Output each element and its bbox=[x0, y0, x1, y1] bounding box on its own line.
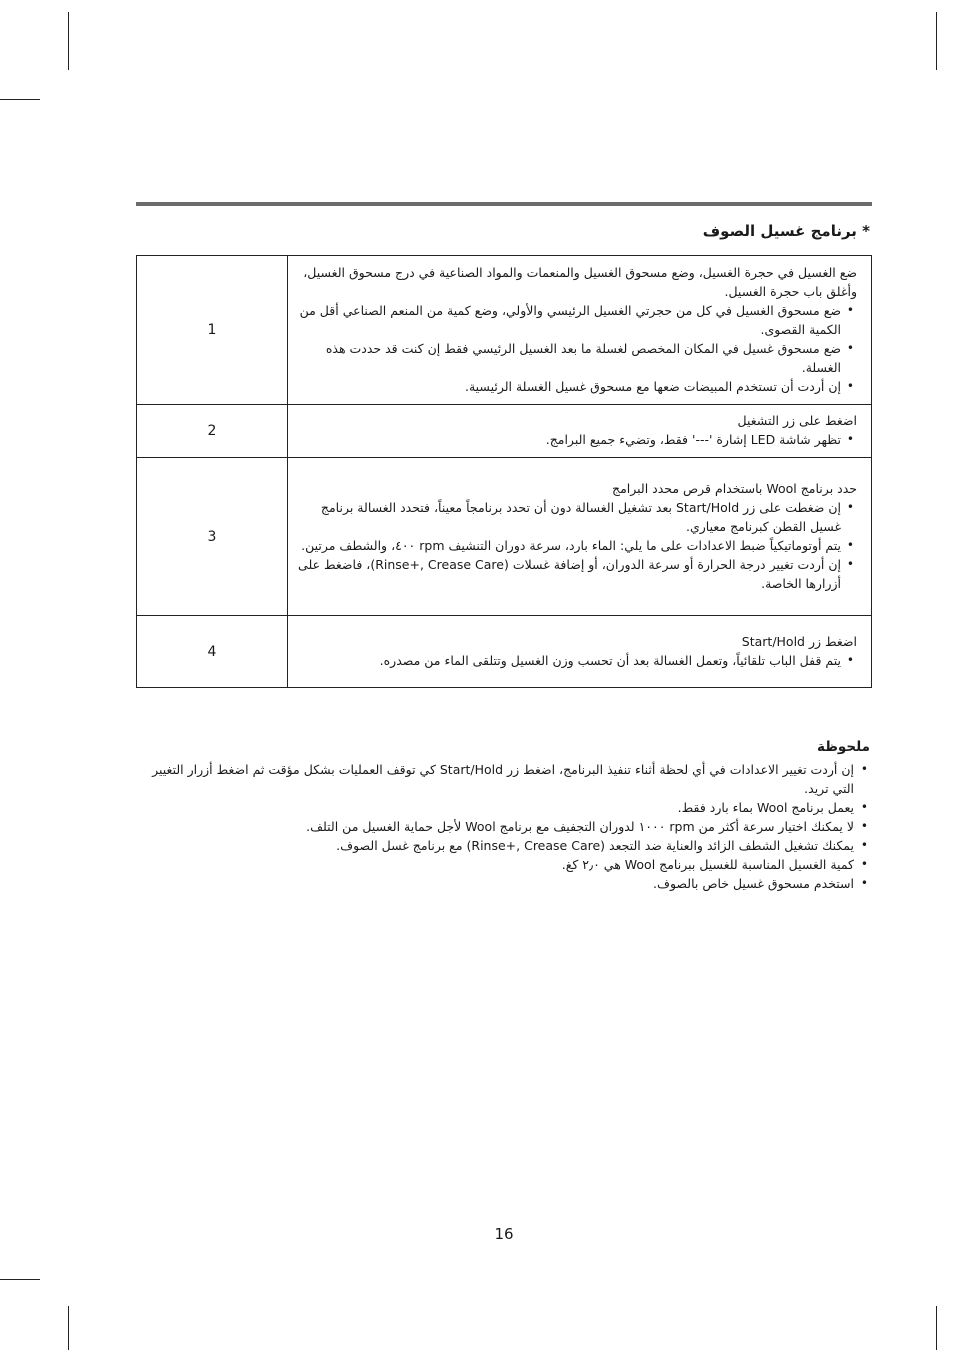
list-item: • إن أردت أن تستخدم المبيضات ضعها مع مسحوق غسيل الغسلة الرئيسية. bbox=[298, 377, 841, 396]
list-item: • يتم أوتوماتيكياً ضبط الاعدادات على ما يلي: الماء بارد، سرعة دوران التنشيف rpm ٤٠٠، والشطف مرتين. bbox=[298, 536, 841, 555]
list-item: • إن ضغطت على زر Start/Hold بعد تشغيل الغسالة دون أن تحدد برنامجاً معيناً، فتحدد الغسالة برنامج غسيل القطن كبرنامج معياري. bbox=[298, 498, 841, 536]
step-lead: حدد برنامج Wool باستخدام قرص محدد البرامج bbox=[612, 480, 857, 496]
list-item: • يتم قفل الباب تلقائياً، وتعمل الغسالة بعد أن تحسب وزن الغسيل وتتلقى الماء من مصدره. bbox=[298, 651, 841, 670]
list-item: • ضع مسحوق غسيل في المكان المخصص لغسلة ما بعد الغسيل الرئيسي فقط إن كنت قد حددت هذه الغسلة. bbox=[298, 339, 841, 377]
table-row bbox=[137, 256, 872, 405]
step-number: 4 bbox=[137, 616, 288, 688]
step-bullets bbox=[298, 430, 857, 449]
table-row bbox=[137, 405, 872, 458]
step-bullets bbox=[298, 301, 857, 396]
step-lead: اضغط على زر التشغيل bbox=[737, 413, 857, 428]
crop-mark bbox=[0, 99, 40, 100]
section-heading: * برنامج غسيل الصوف bbox=[702, 222, 870, 240]
list-item: • يمكنك تشغيل الشطف الزائد والعناية ضد التجعد (Rinse+, Crease Care) مع برنامج غسل الصوف. bbox=[144, 836, 854, 855]
steps-table bbox=[136, 255, 872, 688]
step-bullets bbox=[298, 498, 857, 593]
note-list bbox=[144, 760, 870, 893]
crop-mark bbox=[936, 12, 937, 70]
list-item: • لا يمكنك اختيار سرعة أكثر من rpm ١٠٠٠ لدوران التجفيف مع برنامج Wool لأجل حماية الغسيل من التلف. bbox=[144, 817, 854, 836]
step-text bbox=[288, 616, 872, 688]
list-item: • إن أردت تغيير الاعدادات في أي لحظة أثناء تنفيذ البرنامج، اضغط زر Start/Hold كي توقف العمليات بشكل مؤقت ثم اضغط أزرار التغيير التي تريد. bbox=[144, 760, 854, 798]
step-number: 1 bbox=[137, 256, 288, 405]
crop-mark bbox=[68, 1306, 69, 1350]
step-bullets bbox=[298, 651, 857, 670]
list-item: • استخدم مسحوق غسيل خاص بالصوف. bbox=[144, 874, 854, 893]
table-row bbox=[137, 616, 872, 688]
crop-mark bbox=[936, 1306, 937, 1350]
list-item: • ضع مسحوق الغسيل في كل من حجرتي الغسيل الرئيسي والأولي، وضع كمية من المنعم الصناعي أقل من الكمية القصوى. bbox=[298, 301, 841, 339]
step-lead: ضع الغسيل في حجرة الغسيل، وضع مسحوق الغسيل والمنعمات والمواد الصناعية في درج مسحوق الغسيل، وأغلق باب حجرة الغسيل. bbox=[303, 264, 857, 299]
section-rule bbox=[136, 202, 872, 206]
list-item: • كمية الغسيل المناسبة للغسيل ببرنامج Wool هي ٢٫٠ كغ. bbox=[144, 855, 854, 874]
step-number: 2 bbox=[137, 405, 288, 458]
crop-mark bbox=[68, 12, 69, 70]
page-number: 16 bbox=[494, 1225, 514, 1243]
step-text bbox=[288, 256, 872, 405]
list-item: • تظهر شاشة LED إشارة '---' فقط، وتضيء جميع البرامج. bbox=[298, 430, 841, 449]
table-row bbox=[137, 458, 872, 616]
step-lead: اضغط زر Start/Hold bbox=[741, 633, 857, 649]
step-text bbox=[288, 458, 872, 616]
list-item: • إن أردت تغيير درجة الحرارة أو سرعة الدوران، أو إضافة غسلات (Rinse+, Crease Care)، فاضغط على أزرارها الخاصة. bbox=[298, 555, 841, 593]
crop-mark bbox=[0, 1279, 40, 1280]
list-item: • يعمل برنامج Wool بماء بارد فقط. bbox=[144, 798, 854, 817]
step-text bbox=[288, 405, 872, 458]
step-number: 3 bbox=[137, 458, 288, 616]
note-title: ملحوظة bbox=[817, 739, 870, 755]
